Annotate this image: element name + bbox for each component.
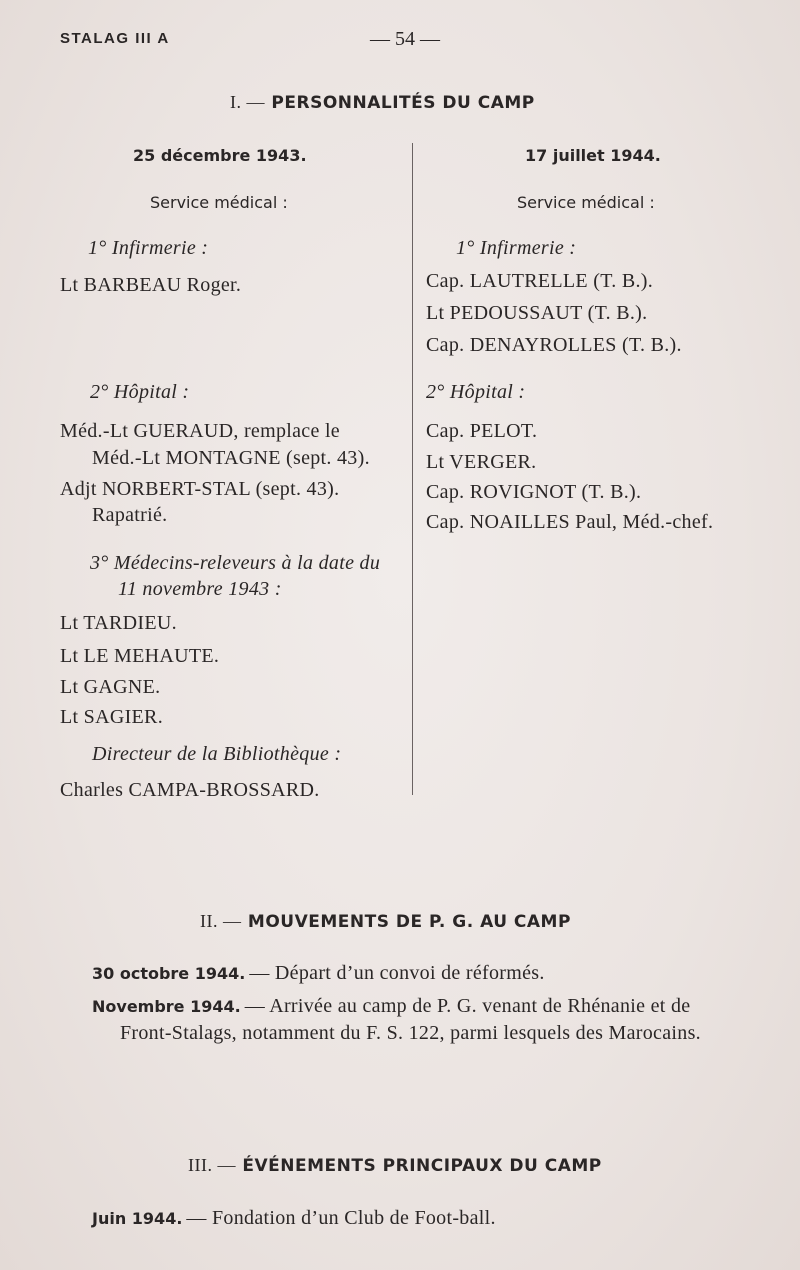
entry-text: — Fondation d’un Club de Foot-ball. <box>186 1207 496 1229</box>
left-hopital-line: Méd.-Lt GUERAUD, remplace le <box>60 420 340 442</box>
left-releveur-item: Lt TARDIEU. <box>60 612 177 634</box>
right-hopital-item: Cap. PELOT. <box>426 420 538 442</box>
section-2-heading <box>200 911 571 932</box>
left-releveurs-heading: 3° Médecins-releveurs à la date du <box>90 552 381 574</box>
left-hopital-line: Méd.-Lt MONTAGNE (sept. 43). <box>92 447 370 469</box>
section-1-title: PERSONNALITÉS DU CAMP <box>271 93 535 113</box>
running-title: STALAG III A <box>60 30 170 47</box>
left-releveur-item: Lt GAGNE. <box>60 676 161 698</box>
entry-text: — Départ d’un convoi de réformés. <box>249 962 545 984</box>
entry-date: Juin 1944. <box>92 1209 183 1228</box>
event-entry <box>92 1207 496 1230</box>
right-infirmerie-item: Cap. LAUTRELLE (T. B.). <box>426 270 654 292</box>
section-3-title: ÉVÉNEMENTS PRINCIPAUX DU CAMP <box>242 1156 602 1176</box>
left-hopital-line: Adjt NORBERT-STAL (sept. 43). <box>60 478 340 500</box>
left-releveur-item: Lt SAGIER. <box>60 706 163 728</box>
column-divider <box>412 143 413 795</box>
movement-entry <box>92 962 545 985</box>
page-number: — 54 — <box>370 28 440 50</box>
left-bibliotheque-heading: Directeur de la Bibliothèque : <box>92 743 342 765</box>
section-3-number: III. — <box>188 1155 236 1175</box>
right-date: 17 juillet 1944. <box>525 146 661 165</box>
left-releveur-item: Lt LE MEHAUTE. <box>60 645 220 667</box>
right-hopital-item: Cap. ROVIGNOT (T. B.). <box>426 481 642 503</box>
right-hopital-item: Lt VERGER. <box>426 451 537 473</box>
entry-text: — Arrivée au camp de P. G. venant de Rhénanie et de <box>244 995 691 1017</box>
left-hopital-heading: 2° Hôpital : <box>90 381 190 403</box>
left-infirmerie-item: Lt BARBEAU Roger. <box>60 274 242 296</box>
section-2-title: MOUVEMENTS DE P. G. AU CAMP <box>247 912 571 932</box>
right-hopital-heading: 2° Hôpital : <box>426 381 526 403</box>
section-1-heading <box>230 92 535 113</box>
entry-date: 30 octobre 1944. <box>92 964 246 983</box>
section-3-heading <box>188 1155 602 1176</box>
left-infirmerie-heading: 1° Infirmerie : <box>88 237 209 259</box>
right-infirmerie-item: Cap. DENAYROLLES (T. B.). <box>426 334 682 356</box>
right-hopital-item: Cap. NOAILLES Paul, Méd.-chef. <box>426 511 714 533</box>
right-infirmerie-item: Lt PEDOUSSAUT (T. B.). <box>426 302 648 324</box>
movement-entry <box>92 995 690 1018</box>
right-service: Service médical : <box>517 193 655 212</box>
right-infirmerie-heading: 1° Infirmerie : <box>456 237 577 259</box>
section-1-number: I. — <box>230 92 265 112</box>
entry-date: Novembre 1944. <box>92 997 241 1016</box>
left-service: Service médical : <box>150 193 288 212</box>
left-date: 25 décembre 1943. <box>133 146 307 165</box>
entry-text-cont: Front-Stalags, notamment du F. S. 122, parmi lesquels des Marocains. <box>120 1022 701 1044</box>
left-releveurs-heading-cont: 11 novembre 1943 : <box>118 578 282 600</box>
left-hopital-line: Rapatrié. <box>92 504 168 526</box>
left-bibliothecaire: Charles CAMPA-BROSSARD. <box>60 779 320 801</box>
section-2-number: II. — <box>200 911 242 931</box>
